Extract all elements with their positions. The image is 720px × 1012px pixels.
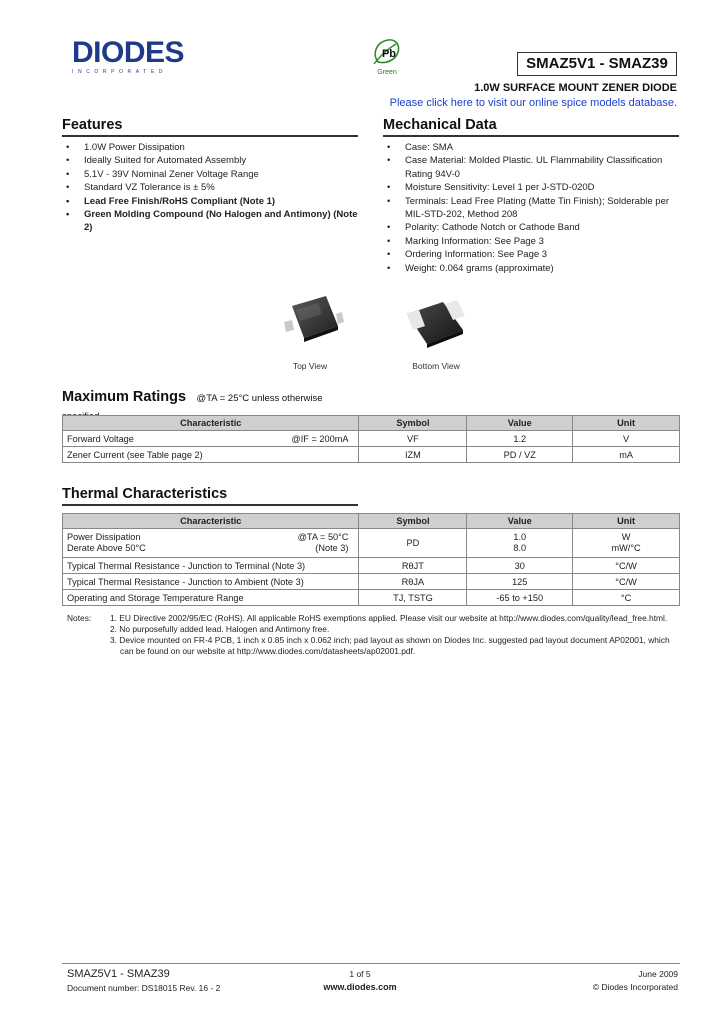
unit-cell: mA (573, 447, 680, 463)
table-row (63, 529, 680, 558)
value-cell (467, 529, 573, 558)
product-subtitle: 1.0W SURFACE MOUNT ZENER DIODE (474, 82, 677, 94)
table-row (63, 574, 680, 590)
list-item: • Marking Information: See Page 3 (383, 235, 679, 248)
list-item: • Standard VZ Tolerance is ± 5% (62, 181, 362, 194)
value-cell: 1.2 (467, 431, 573, 447)
characteristic-cell (63, 431, 359, 447)
table-row (63, 431, 680, 447)
thermal-heading: Thermal Characteristics (62, 486, 358, 506)
lead-free-icon (370, 36, 404, 66)
value-text: 1.0 (513, 532, 527, 542)
column-header: Characteristic (63, 416, 359, 431)
list-item: • Green Molding Compound (No Halogen and Antimony) (Note 2) (62, 208, 362, 235)
features-list (62, 141, 362, 235)
mechanical-list (383, 141, 679, 275)
value-cell: 30 (467, 558, 573, 574)
symbol-cell: RθJA (359, 574, 467, 590)
list-item: • 1.0W Power Dissipation (62, 141, 362, 154)
unit-cell (573, 529, 680, 558)
characteristic-text: Derate Above 50°C (67, 543, 146, 553)
symbol-cell: VF (359, 431, 467, 447)
note-item: 2. No purposefully added lead. Halogen and Antimony free. (110, 624, 330, 634)
unit-cell: °C (573, 590, 680, 606)
table-header-row (63, 416, 680, 431)
column-header: Value (467, 416, 573, 431)
bottom-view-package-image (403, 296, 467, 352)
max-ratings-heading: Maximum Ratings (62, 389, 187, 405)
diodes-logo (72, 38, 184, 75)
footer-divider (62, 963, 680, 964)
value-cell: -65 to +150 (467, 590, 573, 606)
value-cell: PD / VZ (467, 447, 573, 463)
thermal-table (62, 513, 680, 606)
list-item: • Case: SMA (383, 141, 679, 154)
list-item: • Moisture Sensitivity: Level 1 per J-STD-020D (383, 181, 679, 194)
part-range-title: SMAZ5V1 - SMAZ39 (517, 52, 677, 76)
condition-text: @TA = 50°C (297, 532, 349, 542)
column-header: Unit (573, 416, 680, 431)
notes-list (110, 613, 676, 657)
footer-page-number: 1 of 5 (349, 969, 371, 979)
table-row (63, 447, 680, 463)
value-cell: 125 (467, 574, 573, 590)
unit-cell: °C/W (573, 574, 680, 590)
notes-label: Notes: (67, 613, 92, 623)
max-ratings-table (62, 415, 680, 463)
table-header-row (63, 514, 680, 529)
list-item: • Ideally Suited for Automated Assembly (62, 154, 362, 167)
footer-doc-number: Document number: DS18015 Rev. 16 - 2 (67, 983, 221, 993)
list-item: • Polarity: Cathode Notch or Cathode Band (383, 221, 679, 234)
footer-website[interactable]: www.diodes.com (323, 982, 397, 992)
top-view-caption: Top View (292, 361, 328, 371)
footer-date: June 2009 (638, 969, 678, 979)
column-header: Characteristic (63, 514, 359, 529)
characteristic-cell: Operating and Storage Temperature Range (63, 590, 359, 606)
characteristic-cell: Typical Thermal Resistance - Junction to Ambient (Note 3) (63, 574, 359, 590)
list-item: • Lead Free Finish/RoHS Compliant (Note 1) (62, 195, 362, 208)
characteristic-text: Power Dissipation (67, 532, 141, 542)
max-ratings-condition: @TA = 25°C unless otherwise (196, 393, 323, 404)
spice-models-link[interactable]: Please click here to visit our online spice models database. (389, 97, 677, 109)
unit-text: W (621, 532, 631, 542)
list-item: • Weight: 0.064 grams (approximate) (383, 262, 679, 275)
column-header: Value (467, 514, 573, 529)
symbol-cell: IZM (359, 447, 467, 463)
symbol-cell: PD (359, 529, 467, 558)
features-heading: Features (62, 117, 358, 137)
green-badge (369, 36, 405, 76)
list-item: • Ordering Information: See Page 3 (383, 248, 679, 261)
characteristic-cell: Zener Current (see Table page 2) (63, 447, 359, 463)
value-text: 8.0 (513, 543, 527, 553)
column-header: Symbol (359, 514, 467, 529)
footer-copyright: © Diodes Incorporated (592, 982, 678, 992)
list-item: • 5.1V - 39V Nominal Zener Voltage Range (62, 168, 362, 181)
condition-text: (Note 3) (315, 543, 349, 553)
brand-subtitle: INCORPORATED (72, 69, 168, 75)
top-view-package-image (282, 290, 344, 350)
footer-part-range: SMAZ5V1 - SMAZ39 (67, 968, 170, 980)
characteristic-text: Forward Voltage (67, 433, 134, 444)
characteristic-cell: Typical Thermal Resistance - Junction to Terminal (Note 3) (63, 558, 359, 574)
list-item: • Case Material: Molded Plastic. UL Flammability Classification Rating 94V-0 (383, 154, 679, 181)
column-header: Unit (573, 514, 680, 529)
characteristic-cell (63, 529, 359, 558)
note-item: 1. EU Directive 2002/95/EC (RoHS). All applicable RoHS exemptions applied. Please visit our website at http://www.diodes.com/quality/lead_free.html. (110, 613, 668, 623)
symbol-cell: TJ, TSTG (359, 590, 467, 606)
list-item: • Terminals: Lead Free Plating (Matte Tin Finish); Solderable per MIL-STD-202, Method 208 (383, 195, 679, 222)
symbol-cell: RθJT (359, 558, 467, 574)
table-row (63, 590, 680, 606)
green-label: Green (377, 69, 397, 76)
badge-symbol: Pb (381, 48, 397, 60)
brand-name: DIODES (72, 36, 185, 69)
unit-cell: °C/W (573, 558, 680, 574)
unit-cell: V (573, 431, 680, 447)
mechanical-heading: Mechanical Data (383, 117, 679, 137)
unit-text: mW/°C (611, 543, 641, 553)
column-header: Symbol (359, 416, 467, 431)
table-row (63, 558, 680, 574)
note-item: 3. Device mounted on FR-4 PCB, 1 inch x 0.85 inch x 0.062 inch; pad layout as shown on Diodes Inc. suggested pad layout document AP02001, which can be found on our website at http://www.diodes.com/datasheets/ap02001.pdf. (110, 635, 670, 656)
bottom-view-caption: Bottom View (412, 361, 460, 371)
condition-text: @IF = 200mA (291, 433, 349, 444)
